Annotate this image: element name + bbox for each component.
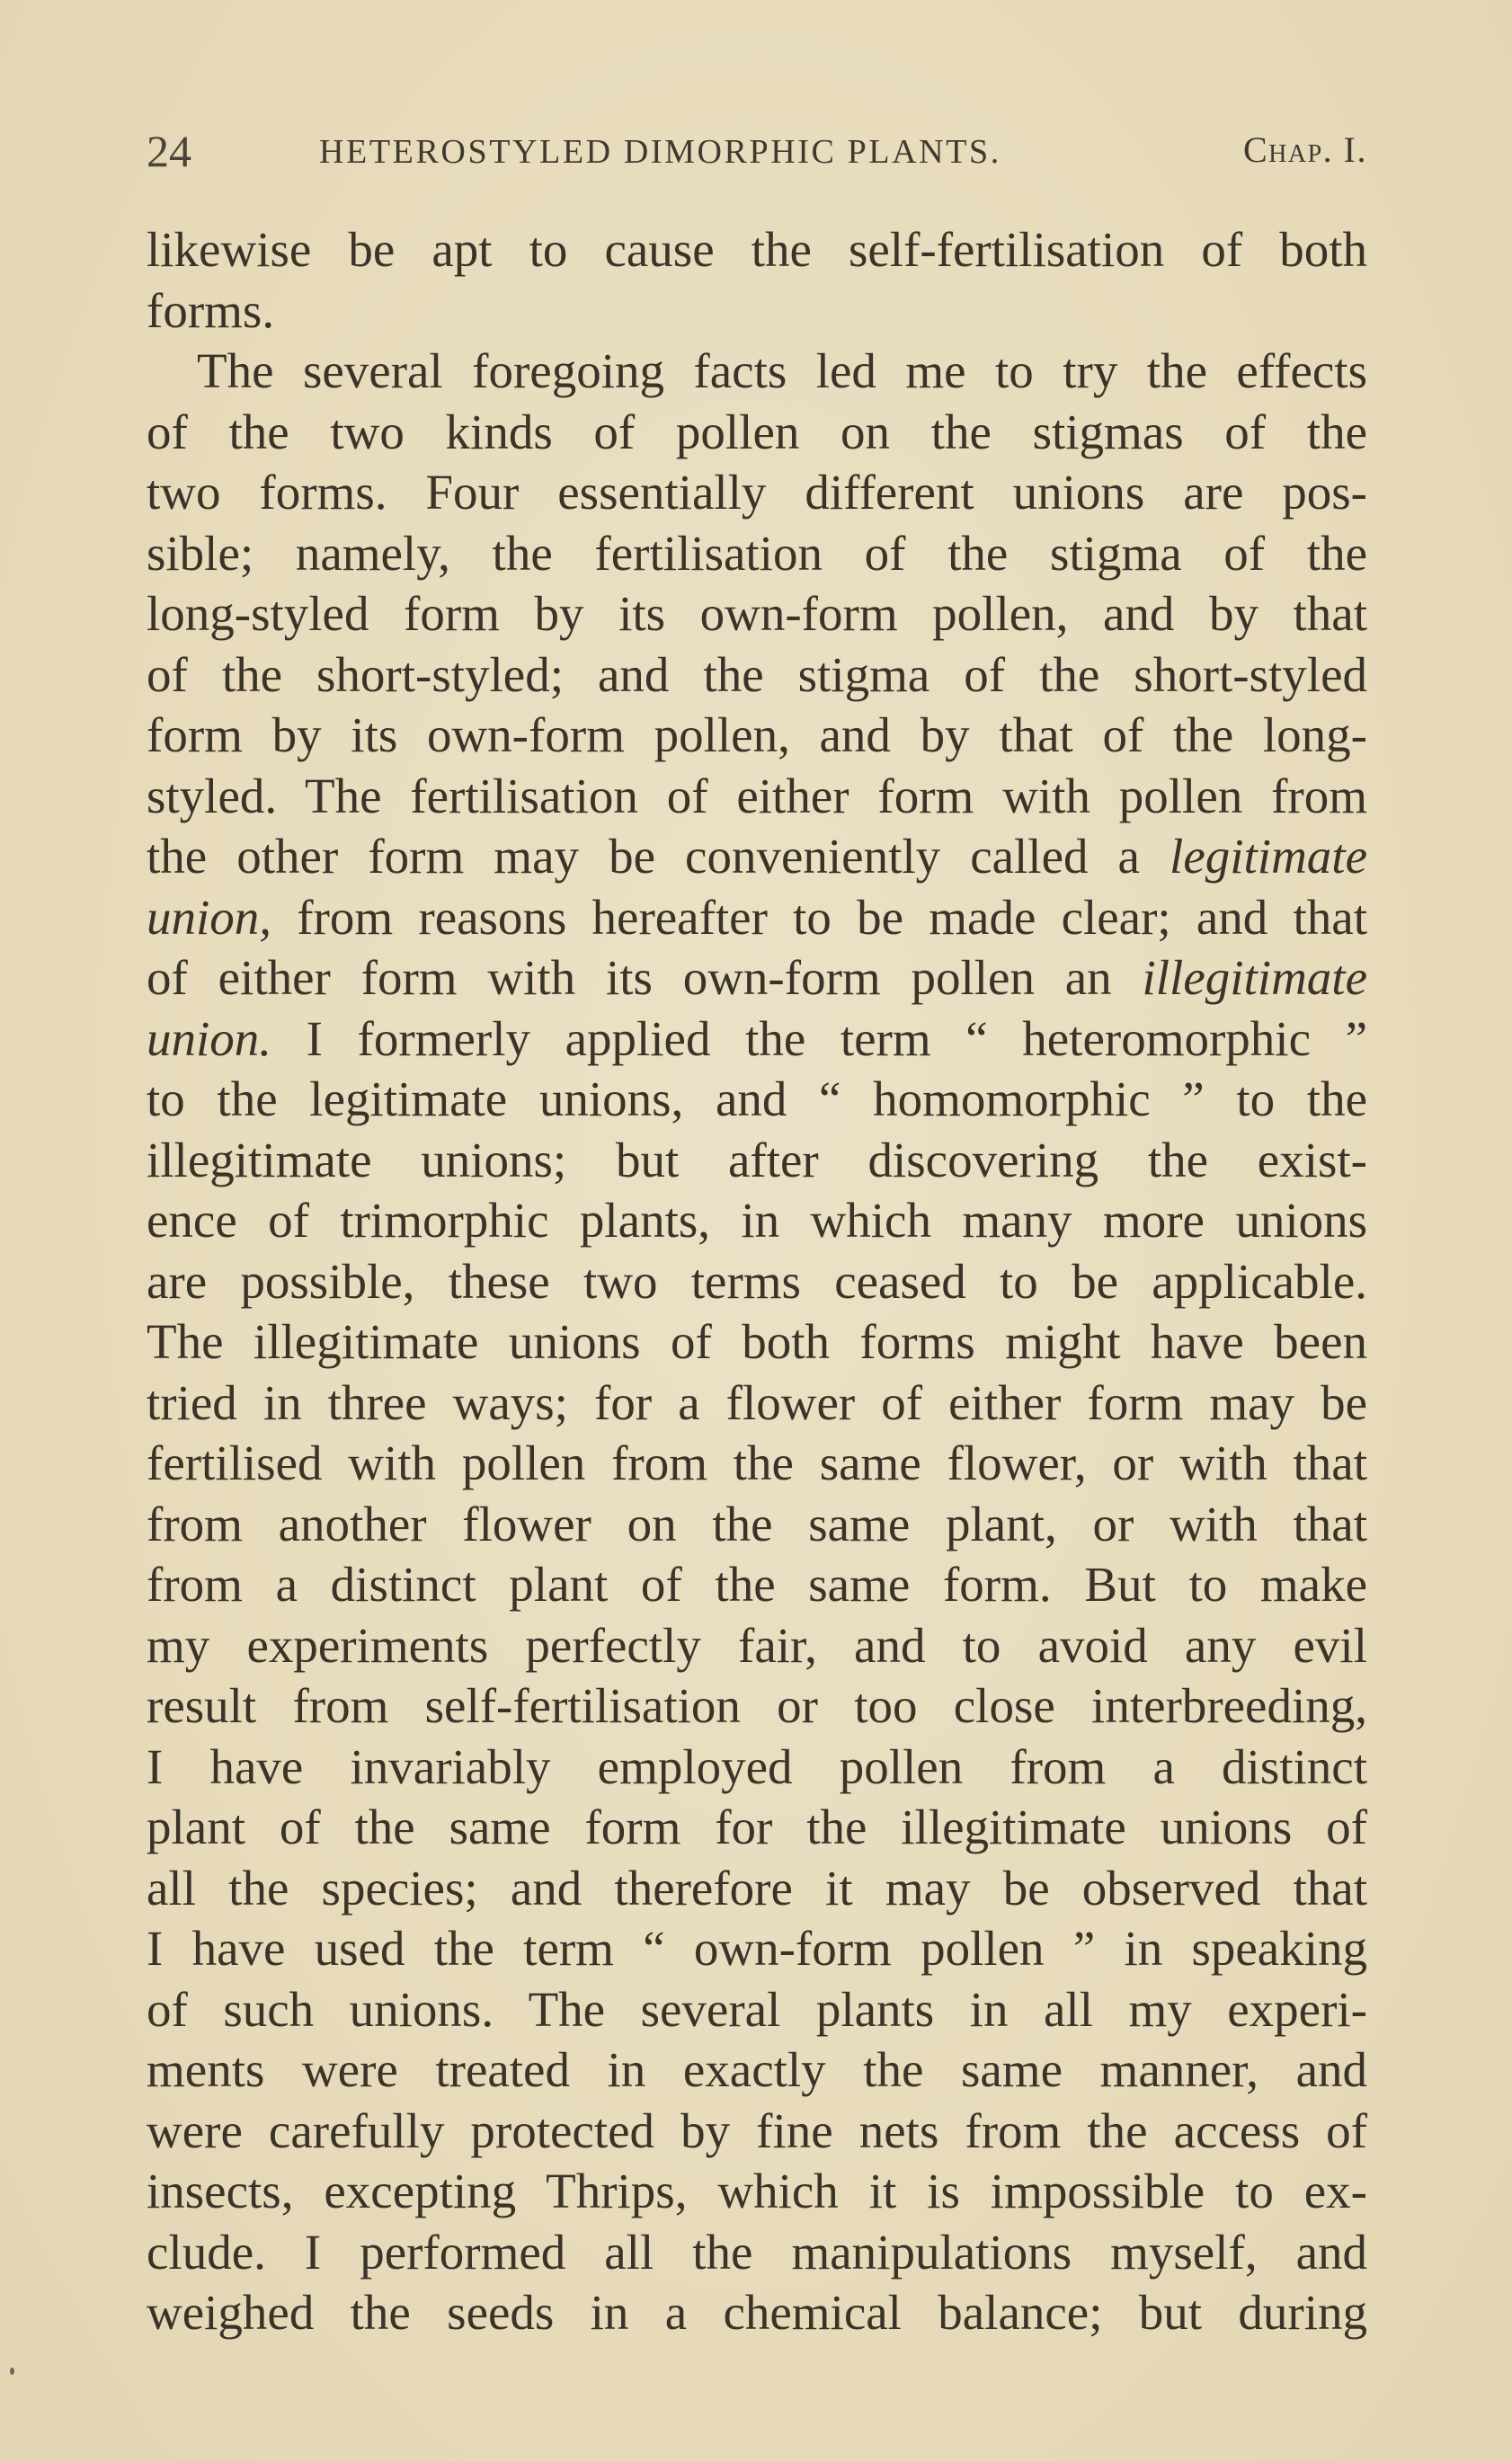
- text-line: [147, 1797, 1367, 1858]
- text-run: tried in three ways; for a flower of either form may be: [147, 1374, 1367, 1430]
- running-head: [147, 124, 1367, 178]
- text-line: [147, 2101, 1367, 2162]
- text-run: result from self-fertilisation or too close interbreeding,: [147, 1678, 1367, 1733]
- text-line: [147, 1190, 1367, 1251]
- text-run: to the legitimate unions, and “ homomorphic ” to the: [147, 1071, 1367, 1126]
- text-run: I formerly applied the term “ heteromorphic ”: [271, 1010, 1367, 1066]
- text-line: [147, 1979, 1367, 2040]
- text-run: The illegitimate unions of both forms might have been: [147, 1314, 1367, 1369]
- text-line: [147, 826, 1367, 887]
- scan-speck: [10, 2368, 14, 2375]
- text-line: [147, 462, 1367, 523]
- text-line: [147, 1373, 1367, 1434]
- paragraph: [147, 219, 1367, 341]
- italic-term: illegitimate: [1142, 950, 1367, 1005]
- text-line: [147, 2040, 1367, 2101]
- text-line: [147, 705, 1367, 766]
- text-line: [147, 402, 1367, 463]
- text-run: all the species; and therefore it may be observed that: [147, 1860, 1367, 1915]
- text-run: sible; namely, the fertilisation of the stigma of the: [147, 525, 1367, 581]
- text-line: [147, 1251, 1367, 1312]
- text-line: [147, 1858, 1367, 1919]
- text-run: ments were treated in exactly the same manner, and: [147, 2042, 1367, 2097]
- page-number: 24: [147, 126, 191, 176]
- text-line: [147, 887, 1367, 948]
- text-run: from another flower on the same plant, or with that: [147, 1496, 1367, 1551]
- text-line: [147, 1069, 1367, 1130]
- body-text: [147, 219, 1367, 2343]
- text-run: insects, excepting Thrips, which it is impossible to ex-: [147, 2164, 1367, 2218]
- text-run: from reasons hereafter to be made clear; and that: [271, 889, 1367, 945]
- text-run: two forms. Four essentially different unions are pos-: [147, 465, 1367, 520]
- chapter-label: Chap. I.: [1242, 129, 1367, 170]
- text-line: [147, 2222, 1367, 2283]
- text-run: are possible, these two terms ceased to be applicable.: [147, 1253, 1367, 1309]
- text-run: illegitimate unions; but after discovering the exist-: [147, 1132, 1367, 1187]
- text-run: were carefully protected by fine nets from the access of: [147, 2102, 1367, 2158]
- text-line: [147, 1433, 1367, 1494]
- text-run: of such unions. The several plants in all my experi-: [147, 1981, 1367, 2037]
- text-line: [147, 1009, 1367, 1070]
- text-line: [147, 1918, 1367, 1979]
- text-run: fertilised with pollen from the same flower, or with that: [147, 1435, 1367, 1490]
- italic-term: legitimate: [1170, 829, 1367, 884]
- text-line: [147, 1554, 1367, 1615]
- text-run: forms.: [147, 282, 275, 338]
- text-run: long-styled form by its own-form pollen, and by that: [147, 586, 1367, 641]
- text-line: [147, 583, 1367, 644]
- text-run: from a distinct plant of the same form. But to make: [147, 1557, 1367, 1612]
- text-run: ence of trimorphic plants, in which many more unions: [147, 1193, 1367, 1248]
- text-run: weighed the seeds in a chemical balance; but during: [147, 2285, 1367, 2340]
- text-line: [147, 1311, 1367, 1373]
- text-run: form by its own-form pollen, and by that of the long-: [147, 707, 1367, 762]
- running-title: HETEROSTYLED DIMORPHIC PLANTS.: [319, 133, 1001, 171]
- text-run: of either form with its own-form pollen an: [147, 950, 1143, 1005]
- text-run: plant of the same form for the illegitimate unions of: [147, 1800, 1367, 1854]
- text-line: [147, 2161, 1367, 2222]
- text-line: [147, 1130, 1367, 1191]
- text-run: of the short-styled; and the stigma of the short-styled: [147, 646, 1367, 702]
- italic-term: union.: [147, 1010, 272, 1066]
- text-line: [147, 341, 1367, 402]
- text-line: [147, 1675, 1367, 1737]
- text-run: clude. I performed all the manipulations myself, and: [147, 2224, 1367, 2280]
- text-line: [147, 523, 1367, 584]
- text-line: [147, 644, 1367, 706]
- text-line: [147, 947, 1367, 1009]
- text-line: [147, 766, 1367, 827]
- text-line: [147, 1615, 1367, 1676]
- text-run: I have used the term “ own-form pollen ” in speaking: [147, 1921, 1367, 1976]
- paragraph: [147, 341, 1367, 2343]
- italic-term: union,: [147, 889, 272, 945]
- text-line: [147, 219, 1367, 280]
- text-run: the other form may be conveniently called a: [147, 829, 1170, 884]
- text-run: I have invariably employed pollen from a distinct: [147, 1738, 1367, 1794]
- text-line: [147, 2282, 1367, 2343]
- text-run: styled. The fertilisation of either form with pollen from: [147, 768, 1367, 823]
- text-line: [147, 1737, 1367, 1798]
- text-line: [147, 1494, 1367, 1555]
- text-run: of the two kinds of pollen on the stigmas of the: [147, 404, 1367, 459]
- text-run: The several foregoing facts led me to try the effects: [197, 343, 1367, 398]
- text-run: likewise be apt to cause the self-fertilisation of both: [147, 222, 1367, 277]
- text-line: [147, 280, 1367, 342]
- text-run: my experiments perfectly fair, and to avoid any evil: [147, 1617, 1367, 1673]
